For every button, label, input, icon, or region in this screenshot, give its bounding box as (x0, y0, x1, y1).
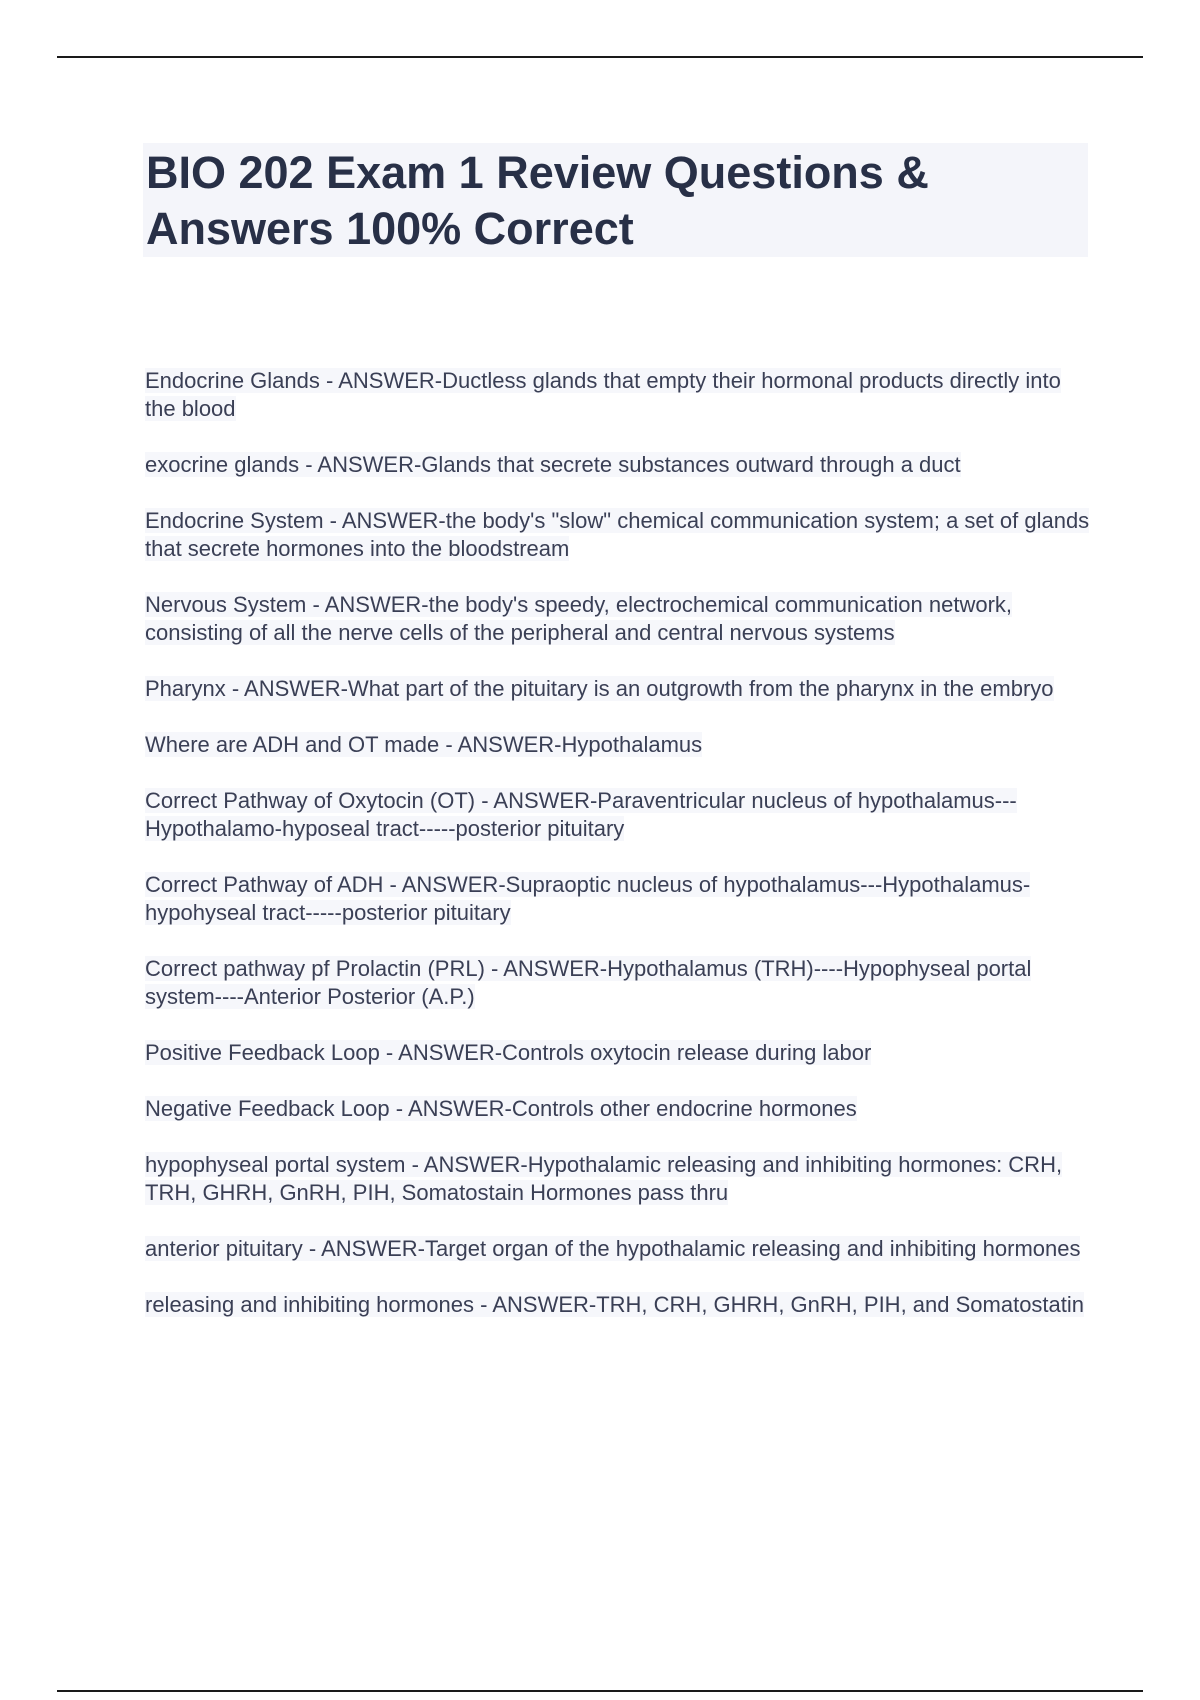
qa-text: Where are ADH and OT made - ANSWER-Hypothalamus (145, 732, 703, 757)
qa-item (145, 1151, 1095, 1207)
qa-item (145, 731, 1095, 759)
qa-text: exocrine glands - ANSWER-Glands that secrete substances outward through a duct (145, 452, 961, 477)
qa-text: releasing and inhibiting hormones - ANSWER-TRH, CRH, GHRH, GnRH, PIH, and Somatostatin (145, 1292, 1085, 1317)
qa-text: Pharynx - ANSWER-What part of the pituitary is an outgrowth from the pharynx in the embryo (145, 676, 1054, 701)
qa-item (145, 591, 1095, 647)
qa-item (145, 787, 1095, 843)
qa-item (145, 1095, 1095, 1123)
qa-item (145, 1039, 1095, 1067)
qa-text: Negative Feedback Loop - ANSWER-Controls other endocrine hormones (145, 1096, 857, 1121)
qa-text: Correct Pathway of Oxytocin (OT) - ANSWER-Paraventricular nucleus of hypothalamus---Hypothalamo-hyposeal tract-----posterior pituitary (145, 788, 1017, 841)
qa-list (145, 367, 1095, 1347)
qa-text: Endocrine Glands - ANSWER-Ductless glands that empty their hormonal products directly into the blood (145, 368, 1061, 421)
qa-text: anterior pituitary - ANSWER-Target organ of the hypothalamic releasing and inhibiting hormones (145, 1236, 1081, 1261)
qa-item (145, 451, 1095, 479)
qa-text: hypophyseal portal system - ANSWER-Hypothalamic releasing and inhibiting hormones: CRH, TRH, GHRH, GnRH, PIH, Somatostain Hormones pass thru (145, 1152, 1063, 1205)
document-title: BIO 202 Exam 1 Review Questions & Answers 100% Correct (146, 147, 929, 254)
qa-item (145, 871, 1095, 927)
qa-text: Nervous System - ANSWER-the body's speedy, electrochemical communication network, consisting of all the nerve cells of the peripheral and central nervous systems (145, 592, 1013, 645)
qa-item (145, 1291, 1095, 1319)
qa-item (145, 675, 1095, 703)
qa-item (145, 1235, 1095, 1263)
qa-text: Correct pathway pf Prolactin (PRL) - ANSWER-Hypothalamus (TRH)----Hypophyseal portal system----Anterior Posterior (A.P.) (145, 956, 1032, 1009)
bottom-divider (57, 1690, 1143, 1692)
qa-text: Positive Feedback Loop - ANSWER-Controls oxytocin release during labor (145, 1040, 872, 1065)
qa-item (145, 955, 1095, 1011)
top-divider (57, 56, 1143, 58)
qa-item (145, 367, 1095, 423)
qa-text: Correct Pathway of ADH - ANSWER-Supraoptic nucleus of hypothalamus---Hypothalamus-hypohyseal tract-----posterior pituitary (145, 872, 1031, 925)
qa-item (145, 507, 1095, 563)
qa-text: Endocrine System - ANSWER-the body's "slow" chemical communication system; a set of glands that secrete hormones into the bloodstream (145, 508, 1090, 561)
